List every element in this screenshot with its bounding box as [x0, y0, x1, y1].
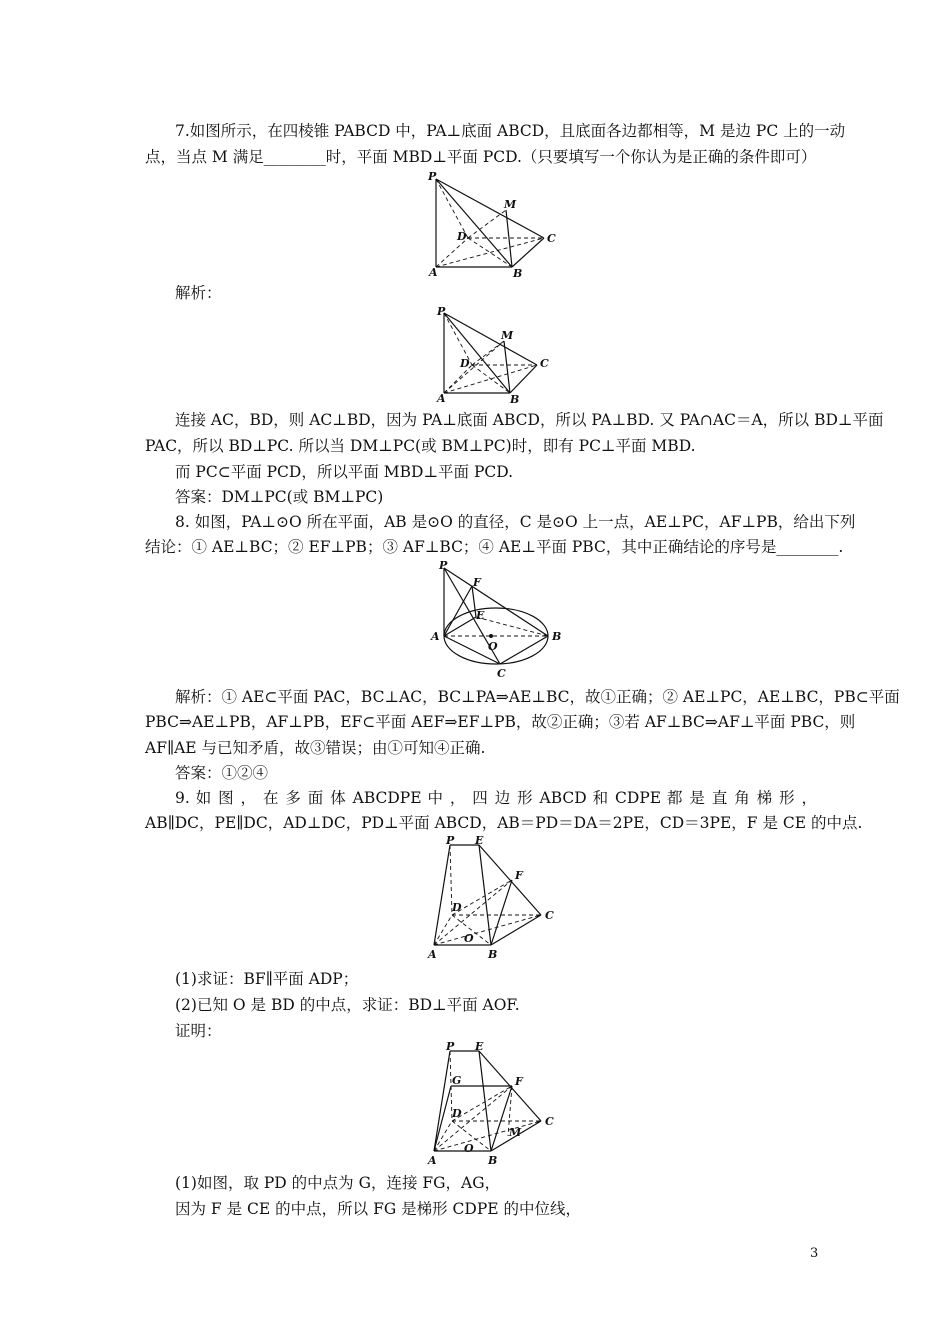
problem-9-line-1: 9. 如 图 ， 在 多 面 体 ABCDPE 中 ， 四 边 形 ABCD 和 CDPE 都 是 直 角 梯 形 ，	[175, 789, 817, 807]
problem-8-line-1: 8. 如图，PA⊥⊙O 所在平面，AB 是⊙O 的直径，C 是⊙O 上一点，AE⊥PC，AF⊥PB，给出下列	[175, 513, 856, 531]
label-M: M	[501, 329, 514, 342]
label-O: O	[464, 1142, 474, 1155]
answer-8: 答案：①②④	[175, 764, 269, 782]
label-E: E	[475, 834, 484, 847]
label-B: B	[488, 1154, 498, 1167]
solution-7-line-2: PAC，所以 BD⊥PC. 所以当 DM⊥PC(或 BM⊥PC)时，即有 PC⊥平面 MBD.	[145, 437, 696, 455]
label-E: E	[476, 609, 485, 622]
solution-label: 解析：	[175, 284, 222, 302]
label-C: C	[545, 909, 554, 922]
page-number: 3	[810, 1246, 819, 1261]
label-P: P	[446, 1040, 455, 1053]
problem-7-line-1: 7.如图所示，在四棱锥 PABCD 中，PA⊥底面 ABCD，且底面各边都相等，M 是边 PC 上的一动	[175, 122, 846, 140]
solution-8-line-3: AF∥AE 与已知矛盾，故③错误；由①可知④正确.	[145, 739, 486, 757]
label-C: C	[497, 667, 506, 680]
label-M: M	[509, 1126, 522, 1139]
proof-line-2: 因为 F 是 CE 的中点，所以 FG 是梯形 CDPE 的中位线，	[175, 1200, 582, 1218]
label-B: B	[552, 630, 562, 643]
label-D: D	[460, 357, 470, 370]
problem-9-part-1: (1)求证：BF∥平面 ADP；	[175, 970, 359, 988]
solution-8-line-1: 解析：① AE⊂平面 PAC，BC⊥AC，BC⊥PA⇒AE⊥BC，故①正确；② AE⊥PC，AE⊥BC，PB⊂平面	[175, 688, 900, 706]
problem-7-line-2: 点，当点 M 满足________时，平面 MBD⊥平面 PCD.（只要填写一个你认为是正确的条件即可）	[145, 148, 817, 166]
label-B: B	[488, 948, 498, 961]
answer-7: 答案：DM⊥PC(或 BM⊥PC)	[175, 488, 384, 506]
label-F: F	[515, 1075, 523, 1088]
label-A: A	[428, 948, 437, 961]
label-A: A	[431, 630, 440, 643]
label-C: C	[545, 1115, 554, 1128]
label-P: P	[439, 559, 448, 572]
label-F: F	[473, 576, 481, 589]
solution-7-line-3: 而 PC⊂平面 PCD，所以平面 MBD⊥平面 PCD.	[175, 463, 514, 481]
figure-pyramid-2	[430, 305, 560, 405]
label-P: P	[446, 834, 455, 847]
solution-7-line-1: 连接 AC，BD，则 AC⊥BD，因为 PA⊥底面 ABCD，所以 PA⊥BD. 又 PA∩AC＝A，所以 BD⊥平面	[175, 411, 884, 429]
label-A: A	[437, 392, 446, 405]
label-D: D	[457, 230, 467, 243]
problem-9-line-2: AB∥DC，PE∥DC，AD⊥DC，PD⊥平面 ABCD，AB＝PD＝DA＝2PE，CD＝3PE，F 是 CE 的中点.	[145, 814, 863, 832]
solution-8-line-2: PBC⇒AE⊥PB，AF⊥PB，EF⊂平面 AEF⇒EF⊥PB，故②正确；③若 AF⊥BC⇒AF⊥平面 PBC，则	[145, 713, 856, 731]
proof-label: 证明：	[175, 1022, 222, 1040]
label-B: B	[513, 267, 523, 280]
label-C: C	[547, 232, 556, 245]
label-P: P	[428, 170, 437, 183]
figure-polyhedron-2	[424, 1038, 564, 1170]
label-F: F	[515, 869, 523, 882]
label-O: O	[464, 932, 474, 945]
label-G: G	[452, 1074, 462, 1087]
label-C: C	[540, 357, 549, 370]
label-M: M	[504, 198, 517, 211]
figure-circle-cone	[426, 558, 566, 680]
label-A: A	[428, 1154, 437, 1167]
label-O: O	[488, 640, 498, 653]
label-P: P	[437, 305, 446, 318]
figure-polyhedron-1	[424, 832, 564, 964]
proof-line-1: (1)如图，取 PD 的中点为 G，连接 FG，AG，	[175, 1174, 501, 1192]
label-A: A	[429, 266, 438, 279]
figure-pyramid-1	[420, 170, 570, 282]
label-E: E	[475, 1040, 484, 1053]
problem-9-part-2: (2)已知 O 是 BD 的中点，求证：BD⊥平面 AOF.	[175, 996, 520, 1014]
label-D: D	[452, 901, 462, 914]
problem-8-line-2: 结论：① AE⊥BC；② EF⊥PB；③ AF⊥BC；④ AE⊥平面 PBC，其中正确结论的序号是________.	[145, 538, 844, 556]
label-D: D	[452, 1107, 462, 1120]
label-B: B	[510, 393, 520, 405]
